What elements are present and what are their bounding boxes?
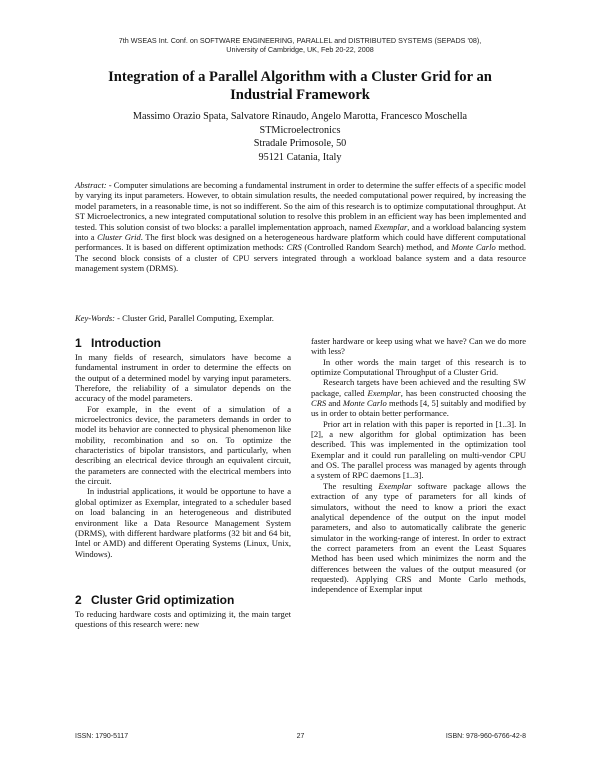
abstract-text-4: (Controlled Random Search) method, and: [301, 242, 452, 253]
right-p2-monte-carlo: Monte Carlo: [342, 398, 387, 409]
footer-isbn: ISBN: 978-960-6766-42-8: [445, 733, 526, 740]
abstract-monte-carlo: Monte Carlo: [451, 242, 496, 253]
conference-header-line2: University of Cambridge, UK, Feb 20-22, 2008: [226, 45, 374, 54]
abstract-text-3: . The first block was designed on a heterogeneous hardware platform which could have different computational performances. It is based on different optimization methods:: [75, 232, 526, 253]
right-paragraph-4: [311, 481, 526, 595]
section-2-paragraph-1: To reducing hardware costs and optimizing it, the main target questions of this research were: new: [75, 608, 291, 630]
abstract-cluster-grid: Cluster Grid: [97, 232, 141, 243]
author-organization: STMicroelectronics: [259, 124, 341, 136]
abstract-text-5: method. The second block consists of a cluster of CPU servers integrated through a workload balance system and a data resource management system (DRMS).: [75, 242, 526, 274]
section-1-paragraph-1: In many fields of research, simulators have become a fundamental instrument in order to determine the effects on the output of a determined model by varying input parameters. Therefore, the reliability of a simulator depends on the accuracy of the model parameters.: [75, 352, 291, 404]
author-city: 95121 Catania, Italy: [258, 151, 342, 163]
left-column: [75, 336, 291, 630]
right-paragraph-1: In other words the main target of this research is to optimize Computational Throughput of a Cluster Grid.: [311, 356, 526, 378]
paper-title-line2: Industrial Framework: [230, 87, 370, 103]
abstract-text-2: , and a workload balancing system into a: [75, 221, 526, 243]
keywords-label: Key-Words:: [75, 313, 115, 323]
right-p4-exemplar: Exemplar: [378, 480, 412, 491]
right-paragraph-2: [311, 377, 526, 418]
paper-title: [80, 68, 520, 104]
section-1-paragraph-2: For example, in the event of a simulation of a microelectronics device, the parameters demands in order to model its behavior are connected to physical phenomenon like mobility, recombination and so on. To optimize the characteristics of bipolar transistors, and particularly, when describing an electrical device through an equivalent circuit, the parameters are connected with the electrical members into the circuit.: [75, 403, 291, 487]
abstract: [75, 180, 526, 274]
author-block: [70, 110, 530, 164]
abstract-label: Abstract:: [75, 180, 107, 190]
right-paragraph-3: Prior art in relation with this paper is reported in [1..3]. In [2], a new algorithm for global optimization has been described. This was implemented in the optimization tool Exemplar and it could run paralleling on multi-vendor CPU and OS. The parallel process was managed by agents through a system of RPC daemons [1..3].: [311, 418, 526, 481]
conference-header-line1: 7th WSEAS Int. Conf. on SOFTWARE ENGINEERING, PARALLEL and DISTRIBUTED SYSTEMS (SEPADS '08),: [118, 36, 482, 45]
footer-page-number: 27: [296, 733, 305, 740]
section-1-heading: [75, 336, 291, 350]
right-paragraph-0: faster hardware or keep using what we have? Can we do more with less?: [311, 336, 526, 357]
section-1-paragraph-3: In industrial applications, it would be opportune to have a global optimizer as Exemplar, integrated to a scheduler based on load balancing in an heterogeneous and distributed environment like a Data Resource Management System (DRMS), with different hardware platforms (32 bit and 64 bit, Intel or AMD) and different Operating Systems (Linux, Unix, Windows).: [75, 486, 291, 559]
keywords-text: - Cluster Grid, Parallel Computing, Exemplar.: [114, 313, 274, 323]
right-p2-exemplar: Exemplar: [367, 387, 401, 398]
keywords: [75, 313, 526, 323]
section-2-title: Cluster Grid optimization: [91, 592, 235, 607]
author-names: Massimo Orazio Spata, Salvatore Rinaudo, Angelo Marotta, Francesco Moschella: [132, 111, 468, 122]
right-p4-text-b: software package allows the extraction of any type of parameters for all kinds of simulators, without the need to know a priori the exact analytical dependence of the output on the input model parameters, and also to automatically calibrate the generic simulator in the working-range of interest. In order to extract the correct parameters from an event the Least Squares Method has been used which minimizes the norm and the differences between the values of the output measured (or requested). Applying CRS and Monte Carlo methods, independence of Exemplar input: [311, 480, 526, 595]
right-p2-crs: CRS: [311, 398, 327, 409]
paper-title-line1: Integration of a Parallel Algorithm with a Cluster Grid for an: [108, 69, 492, 85]
right-p2-text-a: Research targets have been achieved and the resulting SW package, called: [311, 377, 526, 398]
right-column: [311, 336, 526, 595]
abstract-exemplar: Exemplar: [374, 221, 408, 232]
section-1-title: Introduction: [91, 336, 161, 350]
abstract-text-1: - Computer simulations are becoming a fundamental instrument in order to determine the suffer effects of a specific model by varying its input parameters. However, to obtain simulation results, the needed computational power required, by increasing the model parameters, in a reasonable time, is not so indifferent. So the aim of this research is to optimize computational throughput. At ST Microelectronics, a new integrated computational solution to resolve this problem in an efficient way has been implemented and tested. This solution consist of two blocks: a parallel implementation approach, named: [75, 180, 526, 232]
conference-header: [60, 36, 540, 54]
abstract-crs: CRS: [286, 242, 302, 253]
author-street: Stradale Primosole, 50: [253, 138, 347, 149]
right-p2-text-c: and: [326, 398, 343, 409]
right-p2-text-b: , has been constructed choosing the: [400, 387, 526, 398]
right-p4-text-a: The resulting: [323, 480, 379, 491]
section-2-number: 2: [75, 592, 82, 607]
footer-issn: ISSN: 1790-5117: [75, 733, 129, 740]
right-p2-text-d: methods [4, 5] suitably and modified by us in order to obtain better performance.: [311, 398, 526, 419]
section-1-number: 1: [75, 336, 82, 350]
section-2-heading: [75, 593, 291, 607]
